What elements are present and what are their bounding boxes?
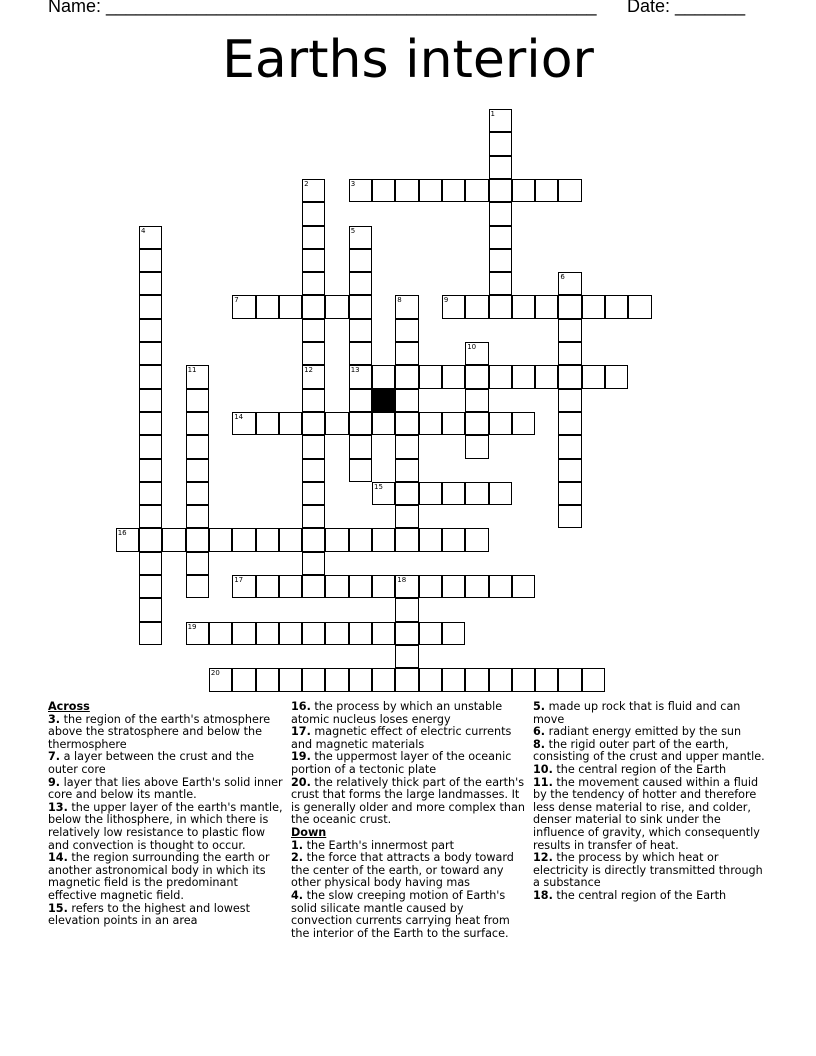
- clue-item-text: the uppermost layer of the oceanic portion of a tectonic plate: [291, 750, 512, 776]
- clue-item-number: 5.: [533, 700, 546, 713]
- grid-cell[interactable]: [349, 575, 372, 598]
- grid-cell[interactable]: [442, 412, 465, 435]
- clue-number: 19: [187, 622, 197, 631]
- grid-cell[interactable]: [558, 412, 581, 435]
- grid-cell[interactable]: [139, 459, 162, 482]
- clue-number: 10: [467, 343, 477, 351]
- grid-cell[interactable]: [395, 622, 418, 645]
- grid-cell[interactable]: [349, 412, 372, 435]
- grid-cell[interactable]: [302, 668, 325, 691]
- grid-cell[interactable]: [558, 319, 581, 342]
- clue-number: 5: [350, 226, 356, 235]
- clue-item-text: a layer between the crust and the outer core: [48, 750, 255, 776]
- grid-cell[interactable]: [186, 435, 209, 458]
- grid-cell[interactable]: [139, 226, 162, 249]
- grid-cell[interactable]: [279, 668, 302, 691]
- clue-number: 15: [374, 482, 383, 491]
- clue-item: [48, 777, 284, 802]
- grid-cell[interactable]: [489, 249, 512, 272]
- grid-cell[interactable]: [349, 389, 372, 412]
- grid-cell[interactable]: [139, 342, 162, 365]
- clue-number: 20: [210, 669, 220, 678]
- grid-cell[interactable]: [512, 668, 535, 691]
- grid-cell[interactable]: [139, 412, 162, 435]
- grid-cell[interactable]: [465, 342, 488, 365]
- clue-item-text: magnetic effect of electric currents and magnetic materials: [291, 725, 512, 751]
- clue-item: [533, 890, 769, 903]
- grid-cell[interactable]: [558, 668, 581, 691]
- grid-cell[interactable]: [395, 179, 418, 202]
- grid-cell[interactable]: [349, 249, 372, 272]
- grid-cell[interactable]: [489, 668, 512, 691]
- clue-item-number: 10.: [533, 762, 553, 776]
- clue-item-number: 16.: [291, 700, 311, 713]
- clue-item-number: 15.: [48, 901, 68, 915]
- grid-cell[interactable]: [232, 622, 255, 645]
- grid-cell[interactable]: [395, 365, 418, 388]
- grid-cell[interactable]: [558, 342, 581, 365]
- grid-cell[interactable]: [256, 668, 279, 691]
- clue-item: [291, 777, 527, 827]
- grid-cell[interactable]: [372, 622, 395, 645]
- grid-cell[interactable]: [349, 272, 372, 295]
- grid-cell[interactable]: [558, 482, 581, 505]
- grid-cell[interactable]: [442, 365, 465, 388]
- clue-item-number: 8.: [533, 737, 546, 751]
- grid-cell[interactable]: [395, 528, 418, 551]
- clue-item-number: 20.: [291, 775, 311, 789]
- grid-cell[interactable]: [232, 295, 255, 318]
- grid-cell[interactable]: [535, 365, 558, 388]
- grid-cell[interactable]: [489, 412, 512, 435]
- grid-cell[interactable]: [582, 295, 605, 318]
- clue-number: 12: [304, 366, 314, 375]
- grid-cell[interactable]: [302, 272, 325, 295]
- grid-cell[interactable]: [558, 365, 581, 388]
- grid-cell[interactable]: [489, 295, 512, 318]
- across-heading: Across: [48, 700, 90, 713]
- grid-cell[interactable]: [302, 226, 325, 249]
- grid-cell[interactable]: [186, 365, 209, 388]
- clue-item: [48, 903, 284, 928]
- puzzle-title: Earths interior: [222, 30, 594, 90]
- grid-cell[interactable]: [256, 295, 279, 318]
- grid-cell[interactable]: [558, 179, 581, 202]
- grid-cell[interactable]: [489, 156, 512, 179]
- grid-cell[interactable]: [465, 668, 488, 691]
- clue-item: [291, 852, 527, 890]
- grid-cell[interactable]: [302, 202, 325, 225]
- clue-item-text: the force that attracts a body toward the center of the earth, or toward any other physical body having mas: [291, 851, 514, 890]
- grid-cell[interactable]: [465, 435, 488, 458]
- grid-cell[interactable]: [395, 482, 418, 505]
- grid-cell[interactable]: [489, 179, 512, 202]
- clue-item-text: refers to the highest and lowest elevation points in an area: [48, 901, 250, 928]
- clue-number: 7: [234, 296, 239, 305]
- grid-cell[interactable]: [419, 365, 442, 388]
- clue-item-number: 9.: [48, 775, 61, 789]
- grid-cell[interactable]: [395, 459, 418, 482]
- grid-cell[interactable]: [139, 435, 162, 458]
- grid-cell[interactable]: [489, 482, 512, 505]
- clue-item: [533, 701, 769, 726]
- grid-cell[interactable]: [489, 132, 512, 155]
- clue-item: [533, 777, 769, 853]
- grid-cell[interactable]: [582, 668, 605, 691]
- clue-item-text: the movement caused within a fluid by the tendency of hotter and therefore less dense material to rise, and colder, denser material to sink under the influence of gravity, which consequently results in transfer of heat.: [533, 775, 760, 852]
- grid-cell[interactable]: [512, 295, 535, 318]
- grid-cell[interactable]: [186, 459, 209, 482]
- grid-cell[interactable]: [442, 482, 465, 505]
- grid-cell[interactable]: [139, 552, 162, 575]
- grid-cell[interactable]: [372, 528, 395, 551]
- clue-number: 18: [397, 576, 407, 584]
- grid-cell[interactable]: [302, 319, 325, 342]
- grid-cell[interactable]: [302, 552, 325, 575]
- clue-item-number: 4.: [291, 888, 304, 902]
- grid-cell[interactable]: [209, 622, 232, 645]
- clue-item-text: the central region of the Earth: [552, 762, 727, 776]
- grid-cell[interactable]: [442, 622, 465, 645]
- clue-item: [48, 802, 284, 852]
- grid-cell[interactable]: [582, 365, 605, 388]
- grid-cell[interactable]: [558, 435, 581, 458]
- clue-item-text: the upper layer of the earth's mantle, below the lithosphere, in which there is relatively low resistance to plastic flow and convection is thought to occur.: [48, 800, 283, 852]
- clue-item-text: radiant energy emitted by the sun: [545, 725, 742, 739]
- clue-item-number: 7.: [48, 750, 61, 764]
- grid-cell[interactable]: [325, 528, 348, 551]
- grid-cell[interactable]: [489, 365, 512, 388]
- grid-cell[interactable]: [465, 295, 488, 318]
- grid-cell[interactable]: [279, 622, 302, 645]
- grid-cell[interactable]: [372, 482, 395, 505]
- grid-cell[interactable]: [302, 622, 325, 645]
- grid-cell[interactable]: [139, 505, 162, 528]
- grid-cell[interactable]: [372, 365, 395, 388]
- grid-cell[interactable]: [372, 179, 395, 202]
- grid-cell[interactable]: [116, 528, 139, 551]
- grid-cell[interactable]: [558, 272, 581, 295]
- grid-cell[interactable]: [395, 505, 418, 528]
- clue-number: 8: [397, 296, 402, 305]
- grid-cell[interactable]: [558, 295, 581, 318]
- grid-cell[interactable]: [442, 179, 465, 202]
- grid-cell[interactable]: [605, 295, 628, 318]
- clue-item: [291, 701, 527, 726]
- grid-cell[interactable]: [512, 575, 535, 598]
- grid-cell[interactable]: [139, 272, 162, 295]
- clue-item-number: 2.: [291, 851, 304, 865]
- grid-cell[interactable]: [349, 365, 372, 388]
- grid-cell[interactable]: [302, 505, 325, 528]
- grid-cell[interactable]: [489, 202, 512, 225]
- grid-cell[interactable]: [279, 412, 302, 435]
- grid-block: [372, 389, 395, 412]
- grid-cell[interactable]: [349, 435, 372, 458]
- grid-cell[interactable]: [256, 575, 279, 598]
- clue-item-text: the region surrounding the earth or another astronomical body in which its magnetic field is the predominant effective magnetic field.: [48, 851, 270, 902]
- clue-item-text: made up rock that is fluid and can move: [533, 700, 741, 726]
- grid-cell[interactable]: [139, 598, 162, 621]
- clue-item-text: the slow creeping motion of Earth's solid silicate mantle caused by convection currents carrying heat from the interior of the Earth to the surface.: [291, 888, 510, 940]
- clue-number: 13: [350, 366, 360, 375]
- grid-cell[interactable]: [349, 226, 372, 249]
- grid-cell[interactable]: [139, 575, 162, 598]
- grid-cell[interactable]: [302, 179, 325, 202]
- grid-cell[interactable]: [325, 575, 348, 598]
- grid-cell[interactable]: [139, 249, 162, 272]
- clue-item: [291, 751, 527, 776]
- grid-cell[interactable]: [349, 319, 372, 342]
- grid-cell[interactable]: [302, 528, 325, 551]
- grid-cell[interactable]: [372, 668, 395, 691]
- clue-number: 16: [117, 529, 127, 538]
- grid-cell[interactable]: [349, 622, 372, 645]
- clue-number: 6: [560, 273, 565, 282]
- grid-cell[interactable]: [442, 575, 465, 598]
- clue-item: [48, 751, 284, 776]
- grid-cell[interactable]: [419, 412, 442, 435]
- grid-cell[interactable]: [512, 179, 535, 202]
- clue-number: 14: [234, 412, 244, 421]
- clue-number: 2: [304, 179, 309, 188]
- date-field-label: Date: _______: [627, 0, 746, 16]
- grid-cell[interactable]: [419, 179, 442, 202]
- grid-cell[interactable]: [349, 528, 372, 551]
- grid-cell[interactable]: [232, 575, 255, 598]
- grid-cell[interactable]: [395, 598, 418, 621]
- grid-cell[interactable]: [465, 575, 488, 598]
- grid-cell[interactable]: [302, 575, 325, 598]
- grid-cell[interactable]: [419, 622, 442, 645]
- clue-item: [533, 739, 769, 764]
- grid-cell[interactable]: [139, 295, 162, 318]
- grid-cell[interactable]: [395, 645, 418, 668]
- grid-cell[interactable]: [489, 226, 512, 249]
- clue-item-text: the central region of the Earth: [552, 888, 727, 902]
- grid-cell[interactable]: [302, 459, 325, 482]
- grid-cell[interactable]: [279, 528, 302, 551]
- grid-cell[interactable]: [186, 622, 209, 645]
- clue-item-number: 13.: [48, 800, 68, 814]
- grid-cell[interactable]: [186, 505, 209, 528]
- clue-item: [48, 714, 284, 752]
- grid-cell[interactable]: [209, 528, 232, 551]
- grid-cell[interactable]: [162, 528, 185, 551]
- grid-cell[interactable]: [302, 482, 325, 505]
- clue-number: 11: [187, 366, 197, 375]
- clue-item-number: 12.: [533, 851, 553, 865]
- grid-cell[interactable]: [489, 575, 512, 598]
- grid-cell[interactable]: [558, 505, 581, 528]
- clue-number: 17: [234, 576, 244, 584]
- grid-cell[interactable]: [558, 389, 581, 412]
- clue-item-text: layer that lies above Earth's solid inner core and below its mantle.: [48, 775, 283, 802]
- clue-item-number: 18.: [533, 888, 553, 902]
- grid-cell[interactable]: [349, 459, 372, 482]
- grid-cell[interactable]: [139, 319, 162, 342]
- grid-cell[interactable]: [186, 389, 209, 412]
- grid-cell[interactable]: [302, 249, 325, 272]
- grid-cell[interactable]: [325, 295, 348, 318]
- grid-cell[interactable]: [232, 528, 255, 551]
- grid-cell[interactable]: [419, 482, 442, 505]
- grid-cell[interactable]: [232, 668, 255, 691]
- grid-cell[interactable]: [302, 342, 325, 365]
- grid-cell[interactable]: [395, 668, 418, 691]
- grid-cell[interactable]: [395, 295, 418, 318]
- grid-cell[interactable]: [419, 528, 442, 551]
- grid-cell[interactable]: [186, 552, 209, 575]
- grid-cell[interactable]: [465, 179, 488, 202]
- clues-column-1: [48, 701, 284, 928]
- grid-cell[interactable]: [186, 482, 209, 505]
- grid-cell[interactable]: [535, 179, 558, 202]
- grid-cell[interactable]: [442, 528, 465, 551]
- down-heading: Down: [291, 825, 327, 839]
- grid-cell[interactable]: [139, 482, 162, 505]
- grid-cell[interactable]: [395, 412, 418, 435]
- clue-item-text: the process by which heat or electricity is directly transmitted through a substance: [533, 851, 763, 890]
- grid-cell[interactable]: [442, 668, 465, 691]
- grid-cell[interactable]: [442, 295, 465, 318]
- grid-cell[interactable]: [395, 575, 418, 598]
- grid-cell[interactable]: [395, 342, 418, 365]
- clue-item-number: 3.: [48, 712, 61, 726]
- clue-item-number: 14.: [48, 851, 68, 865]
- grid-cell[interactable]: [558, 459, 581, 482]
- grid-cell[interactable]: [489, 272, 512, 295]
- grid-cell[interactable]: [186, 575, 209, 598]
- clue-item-text: the region of the earth's atmosphere above the stratosphere and below the thermosphere: [48, 712, 271, 751]
- clues-column-3: [533, 701, 769, 903]
- clue-item: [48, 852, 284, 902]
- clue-item-number: 17.: [291, 725, 311, 739]
- grid-cell[interactable]: [535, 668, 558, 691]
- grid-cell[interactable]: [139, 528, 162, 551]
- grid-cell[interactable]: [512, 412, 535, 435]
- grid-cell[interactable]: [395, 389, 418, 412]
- grid-cell[interactable]: [465, 412, 488, 435]
- grid-cell[interactable]: [372, 412, 395, 435]
- clue-item-number: 1.: [291, 838, 304, 852]
- clue-item-text: the process by which an unstable atomic nucleus loses energy: [291, 700, 503, 726]
- grid-cell[interactable]: [535, 295, 558, 318]
- clues-column-2: [291, 701, 527, 940]
- grid-cell[interactable]: [325, 668, 348, 691]
- grid-cell[interactable]: [465, 528, 488, 551]
- grid-cell[interactable]: [209, 668, 232, 691]
- clue-item-number: 19.: [291, 750, 311, 764]
- grid-cell[interactable]: [605, 365, 628, 388]
- clue-item: [291, 890, 527, 940]
- grid-cell[interactable]: [628, 295, 651, 318]
- clue-number: 1: [490, 110, 495, 118]
- clue-item: [533, 852, 769, 890]
- grid-cell[interactable]: [465, 482, 488, 505]
- grid-cell[interactable]: [325, 412, 348, 435]
- clue-item-text: the rigid outer part of the earth, consisting of the crust and upper mantle.: [533, 737, 765, 764]
- clue-item-number: 11.: [533, 775, 553, 789]
- grid-cell[interactable]: [465, 389, 488, 412]
- grid-cell[interactable]: [256, 622, 279, 645]
- grid-cell[interactable]: [302, 365, 325, 388]
- grid-cell[interactable]: [372, 575, 395, 598]
- clue-item-text: the relatively thick part of the earth's crust that forms the large landmasses. It is generally older and more complex than the oceanic crust.: [291, 775, 525, 827]
- grid-cell[interactable]: [302, 295, 325, 318]
- grid-cell[interactable]: [279, 575, 302, 598]
- grid-cell[interactable]: [139, 365, 162, 388]
- name-field-label: Name: _________________________________________________: [48, 0, 597, 16]
- clue-item-number: 6.: [533, 725, 546, 739]
- grid-cell[interactable]: [489, 109, 512, 132]
- grid-cell[interactable]: [465, 365, 488, 388]
- grid-cell[interactable]: [349, 342, 372, 365]
- grid-cell[interactable]: [139, 622, 162, 645]
- grid-cell[interactable]: [302, 412, 325, 435]
- grid-cell[interactable]: [139, 389, 162, 412]
- clue-number: 9: [443, 296, 449, 305]
- clue-number: 4: [141, 226, 146, 235]
- clue-number: 3: [350, 179, 356, 188]
- clue-item: [291, 726, 527, 751]
- grid-cell[interactable]: [349, 295, 372, 318]
- grid-cell[interactable]: [349, 668, 372, 691]
- clue-item-text: the Earth's innermost part: [303, 838, 455, 852]
- grid-cell[interactable]: [186, 412, 209, 435]
- grid-cell[interactable]: [256, 412, 279, 435]
- grid-cell[interactable]: [419, 668, 442, 691]
- grid-cell[interactable]: [349, 179, 372, 202]
- grid-cell[interactable]: [232, 412, 255, 435]
- grid-cell[interactable]: [186, 528, 209, 551]
- grid-cell[interactable]: [256, 528, 279, 551]
- grid-cell[interactable]: [279, 295, 302, 318]
- grid-cell[interactable]: [325, 622, 348, 645]
- grid-cell[interactable]: [395, 319, 418, 342]
- grid-cell[interactable]: [395, 435, 418, 458]
- grid-cell[interactable]: [419, 575, 442, 598]
- grid-cell[interactable]: [302, 389, 325, 412]
- grid-cell[interactable]: [512, 365, 535, 388]
- grid-cell[interactable]: [302, 435, 325, 458]
